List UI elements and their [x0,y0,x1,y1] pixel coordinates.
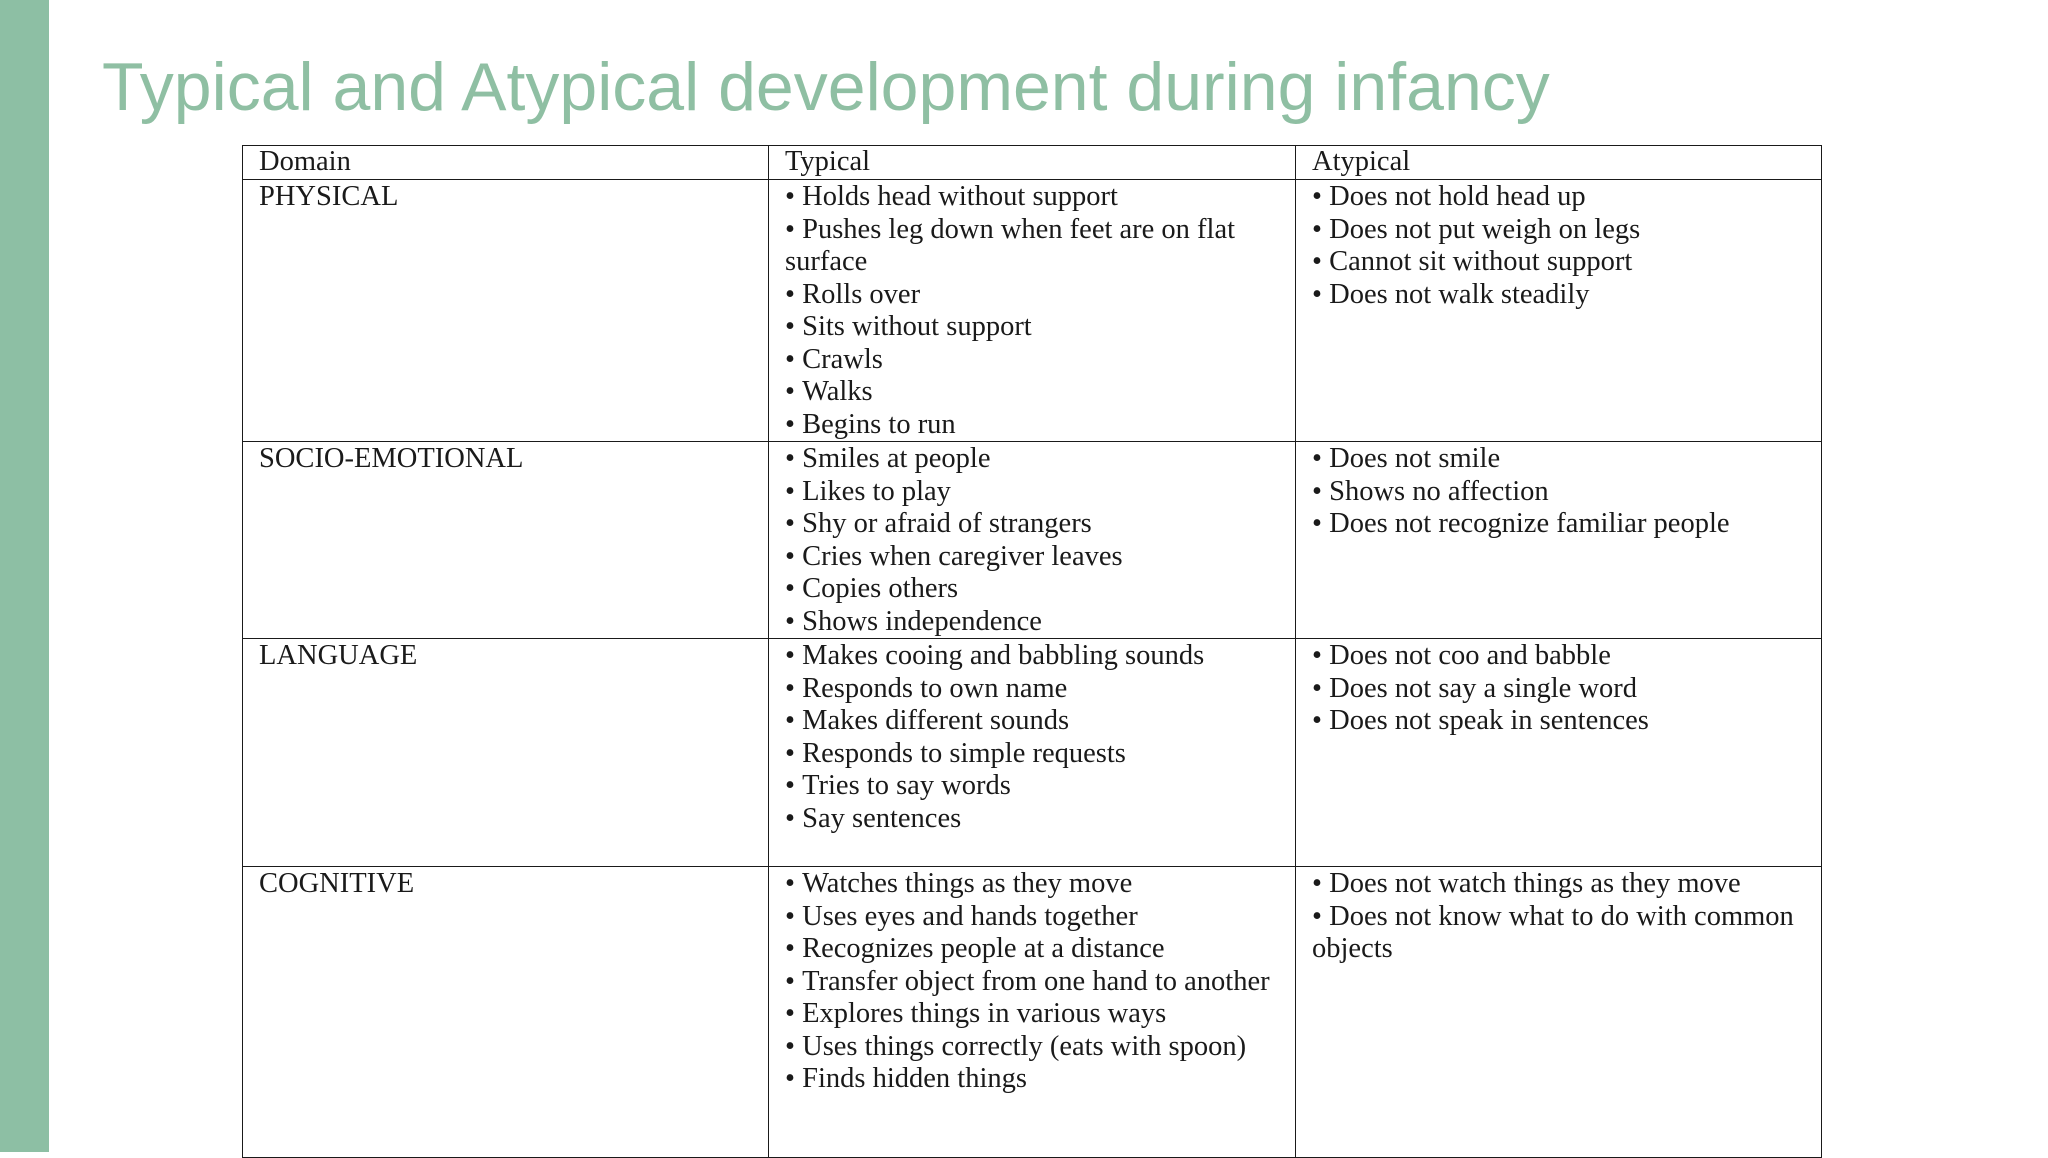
typical-list [785,443,1285,638]
slide-accent-bar [0,0,49,1152]
list-item: • Sits without support [785,311,1285,344]
atypical-list [1312,868,1811,966]
list-item: • Shows independence [785,606,1285,639]
list-item: • Say sentences [785,803,1285,836]
list-item: • Does not smile [1312,443,1811,476]
list-item: • Begins to run [785,409,1285,442]
list-item: • Responds to simple requests [785,738,1285,771]
table-header-row [243,146,1822,180]
atypical-list [1312,640,1811,738]
list-item: • Does not recognize familiar people [1312,508,1811,541]
list-item: • Watches things as they move [785,868,1285,901]
table-row [243,442,1822,639]
list-item: • Cries when caregiver leaves [785,541,1285,574]
typical-cell [769,180,1296,442]
list-item: • Does not hold head up [1312,181,1811,214]
list-item: • Makes cooing and babbling sounds [785,640,1285,673]
list-item: • Recognizes people at a distance [785,933,1285,966]
list-item: • Does not walk steadily [1312,279,1811,312]
list-item: • Rolls over [785,279,1285,312]
list-item: • Uses eyes and hands together [785,901,1285,934]
list-item: • Transfer object from one hand to another [785,966,1285,999]
list-item: • Makes different sounds [785,705,1285,738]
list-item: • Does not put weigh on legs [1312,214,1811,247]
list-item: • Walks [785,376,1285,409]
table-row [243,639,1822,867]
typical-list [785,181,1285,441]
list-item: • Crawls [785,344,1285,377]
typical-list [785,868,1285,1096]
list-item: • Cannot sit without support [1312,246,1811,279]
list-item: • Smiles at people [785,443,1285,476]
list-item: • Shows no affection [1312,476,1811,509]
list-item: • Explores things in various ways [785,998,1285,1031]
atypical-cell [1296,639,1822,867]
domain-cell: PHYSICAL [243,180,769,442]
list-item: • Likes to play [785,476,1285,509]
atypical-cell [1296,180,1822,442]
list-item: • Responds to own name [785,673,1285,706]
list-item: • Does not coo and babble [1312,640,1811,673]
typical-list [785,640,1285,835]
development-table [242,145,1822,1158]
domain-cell: COGNITIVE [243,867,769,1158]
typical-cell [769,639,1296,867]
table-row [243,180,1822,442]
list-item: • Tries to say words [785,770,1285,803]
domain-cell: LANGUAGE [243,639,769,867]
header-domain: Domain [243,146,769,180]
list-item: • Finds hidden things [785,1063,1285,1096]
header-atypical: Atypical [1296,146,1822,180]
header-typical: Typical [769,146,1296,180]
domain-cell: SOCIO-EMOTIONAL [243,442,769,639]
list-item: • Does not say a single word [1312,673,1811,706]
atypical-cell [1296,867,1822,1158]
list-item: • Shy or afraid of strangers [785,508,1285,541]
table-row [243,867,1822,1158]
typical-cell [769,867,1296,1158]
list-item: • Pushes leg down when feet are on flat surface [785,214,1285,279]
list-item: • Copies others [785,573,1285,606]
atypical-list [1312,181,1811,311]
list-item: • Uses things correctly (eats with spoon) [785,1031,1285,1064]
atypical-list [1312,443,1811,541]
list-item: • Does not know what to do with common objects [1312,901,1811,966]
list-item: • Does not watch things as they move [1312,868,1811,901]
list-item: • Holds head without support [785,181,1285,214]
slide-title: Typical and Atypical development during infancy [102,49,1550,125]
atypical-cell [1296,442,1822,639]
typical-cell [769,442,1296,639]
list-item: • Does not speak in sentences [1312,705,1811,738]
